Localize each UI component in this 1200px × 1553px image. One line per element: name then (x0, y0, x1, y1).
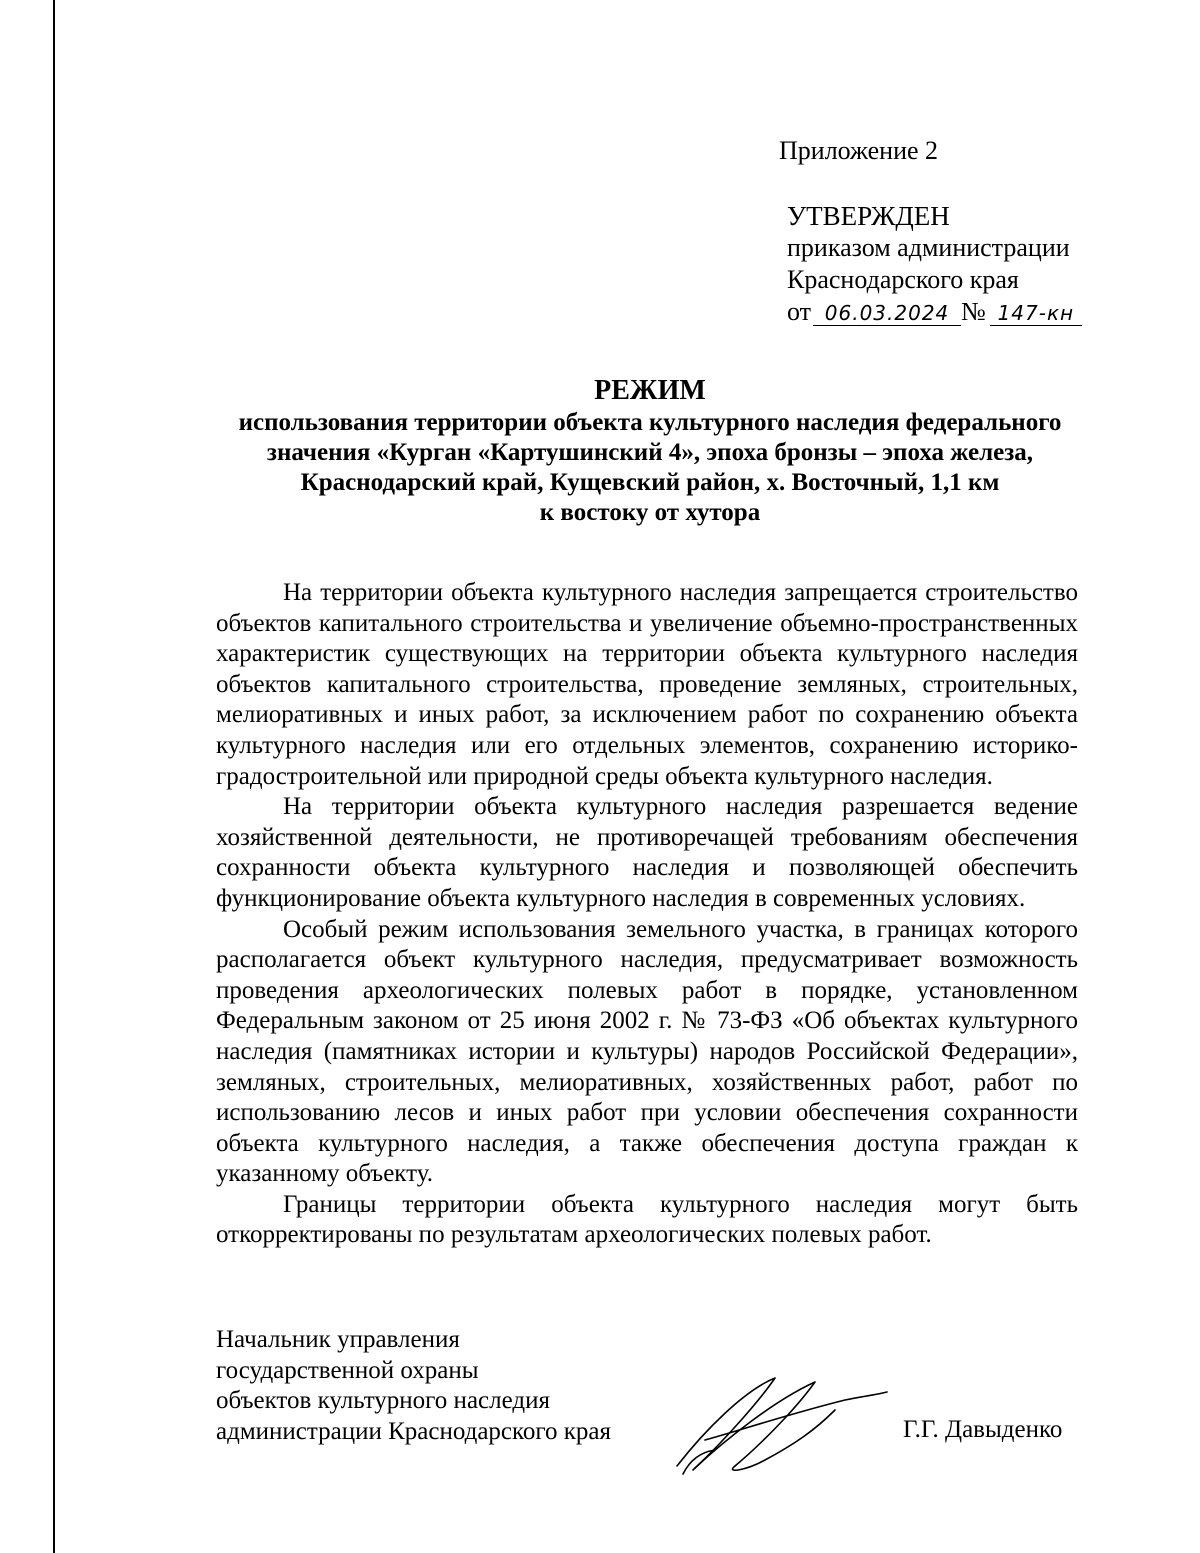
approval-stamp: УТВЕРЖДЕН (787, 201, 950, 231)
signer-position-line: администрации Краснодарского края (216, 1417, 612, 1445)
signer-position-line: государственной охраны (216, 1356, 479, 1384)
number-label: № (961, 297, 986, 326)
signer-position (216, 1325, 611, 1447)
annex-label: Приложение 2 (779, 136, 939, 165)
approval-line-1: приказом администрации (787, 233, 1070, 262)
approval-block (787, 200, 1082, 328)
body-paragraph: Границы территории объекта культурного наследия могут быть откорректированы по результатам археологических полевых работ. (216, 1190, 1078, 1249)
left-margin-line (53, 0, 55, 1553)
approval-line-2: Краснодарского края (787, 265, 1019, 294)
handwritten-signature (665, 1370, 895, 1480)
title-heading: РЕЖИМ (594, 375, 706, 406)
from-label: от (787, 297, 812, 326)
title-line: Краснодарский край, Кущевский район, х. Восточный, 1,1 км (300, 469, 1000, 496)
title-line: значения «Курган «Картушинский 4», эпоха бронзы – эпоха железа, (266, 439, 1034, 466)
document-title (200, 376, 1100, 528)
body-paragraph: На территории объекта культурного наследия запрещается строительство объектов капитального строительства и увеличение объемно-пространственных характеристик существующих на территории объекта культурного наследия объектов капитального строительства, проведение земляных, строительных, мелиоративных и иных работ, за исключением работ по сохранению объекта культурного наследия или его отдельных элементов, сохранению историко-градостроительной или природной среды объекта культурного наследия. (216, 579, 1078, 790)
document-body (216, 578, 1078, 1251)
approval-date-line (787, 296, 1082, 328)
body-paragraph: На территории объекта культурного наследия разрешается ведение хозяйственной деятельности, не противоречащей требованиям обеспечения сохранности объекта культурного наследия и позволяющей обеспечить функционирование объекта культурного наследия в современных условиях. (216, 793, 1078, 912)
title-line: к востоку от хутора (539, 499, 761, 526)
signer-position-line: Начальник управления (216, 1326, 460, 1353)
body-paragraph: Особый режим использования земельного участка, в границах которого располагается объект культурного наследия, предусматривает возможность проведения археологических полевых работ в порядке, установленном Федеральным законом от 25 июня 2002 г. № 73-ФЗ «Об объектах культурного наследия (памятниках истории и культуры) народов Российской Федерации», земляных, строительных, мелиоративных, хозяйственных работ, работ по использованию лесов и иных работ при условии обеспечения сохранности объекта культурного наследия, а также обеспечения доступа граждан к указанному объекту. (216, 915, 1078, 1188)
signer-position-line: объектов культурного наследия (216, 1387, 550, 1414)
handwritten-date: 06.03.2024 (813, 301, 961, 326)
handwritten-number: 147-кн (990, 301, 1082, 326)
title-line: использования территории объекта культурного наследия федерального (238, 409, 1062, 436)
signer-name: Г.Г. Давыденко (903, 1416, 1063, 1443)
